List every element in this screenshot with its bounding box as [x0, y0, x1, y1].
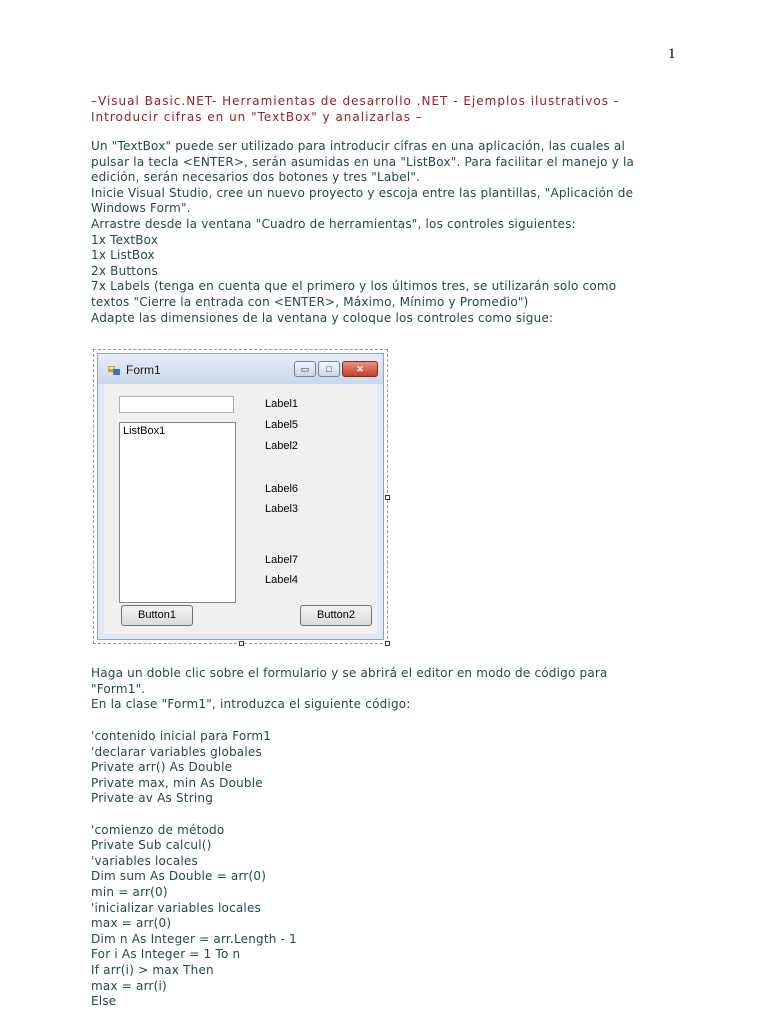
resize-handle-right[interactable] [385, 495, 390, 500]
document-title [91, 93, 691, 125]
code-line: Private Sub calcul() [91, 838, 212, 853]
resize-handle-corner[interactable] [385, 641, 390, 646]
code-line: 'contenido inicial para Form1 [91, 729, 272, 743]
form-screenshot [93, 349, 388, 644]
title-line: –Visual Basic.NET- Herramientas de desarrollo .NET - Ejemplos ilustrativos - [91, 94, 620, 108]
title-line: Introducir cifras en un "TextBox" y analizarlas – [91, 110, 423, 124]
textbox1[interactable] [119, 396, 234, 413]
code-line: max = arr(0) [91, 916, 172, 931]
label3: Label3 [265, 503, 299, 515]
text-line: edición, serán necesarios dos botones y tres "Label". [91, 170, 421, 185]
code-line: 'declarar variables globales [91, 744, 262, 759]
label5: Label5 [265, 419, 299, 431]
button2[interactable]: Button2 [300, 605, 372, 626]
code-line: Private arr() As Double [91, 760, 233, 775]
listbox1[interactable] [119, 422, 236, 603]
button1[interactable]: Button1 [121, 605, 193, 626]
window-titlebar [98, 354, 383, 384]
text-line: textos "Cierre la entrada con <ENTER>, Máximo, Mínimo y Promedio") [91, 294, 529, 309]
text-line: Adapte las dimensiones de la ventana y coloque los controles como sigue: [91, 310, 554, 325]
label2: Label2 [265, 440, 299, 452]
text-line: Windows Form". [91, 201, 191, 216]
code-line: min = arr(0) [91, 884, 168, 899]
text-line: En la clase "Form1", introduzca el siguiente código: [91, 697, 411, 712]
resize-handle-bottom[interactable] [239, 641, 244, 646]
code-line: max = arr(i) [91, 978, 167, 993]
minimize-icon[interactable]: ▭ [294, 361, 316, 377]
label7: Label7 [265, 554, 299, 566]
code-line: Private av As String [91, 791, 214, 806]
text-line: 1x TextBox [91, 232, 159, 247]
page-number: 1 [668, 46, 676, 62]
close-icon[interactable]: ✕ [342, 361, 378, 377]
code-line: 'variables locales [91, 853, 198, 868]
text-line: "Form1". [91, 681, 146, 696]
code-line: Dim n As Integer = arr.Length - 1 [91, 931, 297, 946]
form-icon [108, 364, 120, 376]
form1-window [97, 353, 384, 640]
maximize-icon[interactable]: □ [318, 361, 340, 377]
text-line: pulsar la tecla <ENTER>, serán asumidas en una "ListBox". Para facilitar el manejo y la [91, 154, 635, 169]
code-line: Else [91, 994, 117, 1009]
code-listing [91, 729, 681, 1010]
code-line: Private max, min As Double [91, 775, 263, 790]
listbox-item: ListBox1 [123, 425, 166, 437]
instructions-paragraph [91, 666, 681, 713]
window-client-area [104, 384, 377, 634]
label1: Label1 [265, 398, 299, 410]
text-line: 7x Labels (tenga en cuenta que el primero y los últimos tres, se utilizarán solo como [91, 279, 617, 294]
text-line: Un "TextBox" puede ser utilizado para introducir cifras en una aplicación, las cuales al [91, 139, 625, 153]
code-line: 'inicializar variables locales [91, 900, 261, 915]
label6: Label6 [265, 483, 299, 495]
text-line: Haga un doble clic sobre el formulario y se abrirá el editor en modo de código para [91, 666, 608, 680]
code-line: For i As Integer = 1 To n [91, 947, 241, 962]
code-line-blank [91, 807, 681, 823]
text-line: Arrastre desde la ventana "Cuadro de herramientas", los controles siguientes: [91, 216, 576, 231]
code-line: 'comienzo de método [91, 822, 225, 837]
code-line: If arr(i) > max Then [91, 962, 214, 977]
window-title: Form1 [126, 363, 161, 377]
text-line: 1x ListBox [91, 248, 155, 263]
text-line: Inicie Visual Studio, cree un nuevo proyecto y escoja entre las plantillas, "Aplicación de [91, 185, 634, 200]
text-line: 2x Buttons [91, 263, 158, 278]
intro-paragraph [91, 139, 681, 326]
code-line: Dim sum As Double = arr(0) [91, 869, 267, 884]
label4: Label4 [265, 574, 299, 586]
